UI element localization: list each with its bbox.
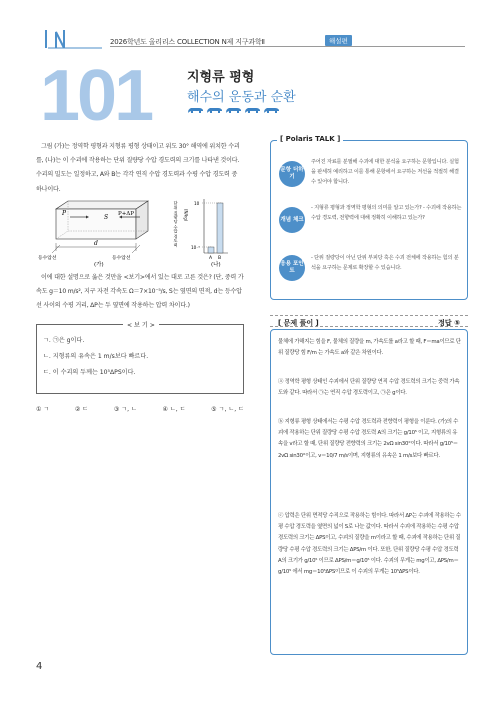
talk-text-more: 주어진 자료를 분필해 수괴에 대한 분석을 요구하는 문항입니다. 실험을 판세허 예리하고 이를 통해 문항에서 요구하는 저선을 적절히 해결 수 있어야 합니다. (311, 159, 459, 185)
choice-2[interactable]: ② ㄷ (74, 406, 89, 413)
difficulty-rating (187, 106, 280, 114)
bar-label-B: B (218, 256, 222, 261)
solution-paragraph: 물체에 가해지는 힘을 F, 물체의 질량을 m, 가속도를 a라고 할 때, F＝ma이므로 단위 질량당 힘 F/m 는 가속도 a와 같은 차원이다. (278, 339, 461, 357)
label-dP: P+ΔP (118, 211, 134, 217)
bogi-item: ㄱ. ㉠은 g이다. (43, 337, 85, 344)
talk-heading: [ Polaris TALK ] (277, 135, 343, 143)
bear-icon (225, 106, 242, 114)
solution-paragraph: ⓒ 압력은 단위 면적당 수직으로 작용하는 힘이다. 따라서 ΔP는 수괴에 작용하는 수평 수압 경도력을 옆면의 넓이 S로 나눈 값이다. 따라서 수괴에 작용하는 수평 수압 경도력의 크기는 ΔPS이고, 수괴의 질량을 m이라고 할 때, 수괴에 작용하는 단위 질량당 수평 수압 경도력의 크기는 ΔPS/m 이다. 또한, 단위 질량당 수평 수압 경도력 A의 크기가 g/10⁵ 이므로 ΔPS/m＝g/10⁵ 이다. 수괴의 무게는 mg이고, ΔPS/m＝g/10⁵ 에서 mg＝10⁵ΔPS이므로 이 수괴의 무게는 10⁵ΔPS이다. (278, 513, 461, 576)
page-number: 4 (36, 661, 43, 672)
water-mass-box (52, 201, 148, 253)
solution-heading: [ 문제 풀이 ] (278, 319, 319, 327)
bear-icon (206, 106, 223, 114)
tag-concept: 개념 체크 (279, 207, 305, 233)
tag-more: 문항 더하기 (279, 161, 305, 187)
label-P: P (62, 210, 67, 217)
polaris-talk-box (270, 135, 468, 300)
solution-paragraph: ⓐ 정역학 평형 상태인 수괴에서 단위 질량당 연직 수압 경도력의 크기는 중력 가속도와 같다. 따라서 ㉠는 연직 수압 경도력이고, ㉠은 g이다. (278, 379, 460, 397)
solution-answer: 정답 ⑤ (438, 319, 460, 327)
label-isobar-right: 등수압선 (112, 256, 131, 261)
solution-badge: 해설편 (325, 35, 352, 46)
bogi-box (36, 324, 244, 394)
label-S: S (104, 214, 109, 221)
y-tick-bottom: 10⁻⁵ (191, 245, 201, 250)
question-prompt: 이에 대한 설명으로 옳은 것만을 <보기>에서 있는 대로 고른 것은? (단, 중력 가속도 g＝10 m/s², 지구 자전 각속도 Ω＝7×10⁻⁵/s, S는 옆면의 면적, d는 등수압선 사이의 수평 거리, ΔP는 두 옆면에 작용하는 압력 차이다.) (36, 274, 244, 310)
y-axis-label: 단위 질량당 수압 경도력 (173, 201, 179, 247)
bogi-item: ㄷ. 이 수괴의 두께는 10⁵ΔPS이다. (43, 369, 136, 376)
problem-subtitle: 해수의 운동과 순환 (187, 90, 296, 105)
bogi-title: < 보 기 > (123, 320, 159, 329)
question-diagram (36, 195, 244, 267)
y-tick-top: 10 (194, 201, 200, 206)
choice-1[interactable]: ① ㄱ (36, 406, 50, 413)
bear-icon (263, 106, 280, 114)
choice-3[interactable]: ③ ㄱ, ㄴ (113, 406, 137, 413)
label-na: (나) (211, 262, 221, 267)
tag-apply: 응용 포인트 (279, 255, 305, 281)
talk-text-concept: - 지형류 평형과 정역학 평형의 의미를 알고 있는가? - 수괴에 작용하는 수압 경도력, 전향력에 대해 정확히 이해하고 있는가? (311, 205, 462, 221)
pressure-gradient-chart (173, 199, 228, 267)
solution-paragraph: ⓑ 지형류 평형 상태에서는 수평 수압 경도력과 전향력이 평형을 이룬다. (가)의 수괴에 작용하는 단위 질량당 수평 수압 경도력 A의 크기는 g/10⁵ 이고, 지형류의 유속을 v라고 할 때, 단위 질량당 전향력의 크기는 2vΩ sin30°이다. 따라서 g/10⁵＝2vΩ sin30°이고, v＝10/7 m/s이며, 지형류의 유속은 1 m/s보다 빠르다. (278, 419, 459, 459)
series-title: 2026학년도 올리리스 COLLECTION N제 지구과학Ⅱ (110, 38, 265, 46)
y-axis-unit: (N/kg) (183, 209, 189, 222)
bar-B (217, 203, 223, 253)
problem-number: 101 (40, 56, 152, 136)
bear-icon (187, 106, 204, 114)
question-intro: 그림 (가)는 정역학 평형과 지형류 평형 상태이고 위도 30° 해역에 위치한 수괴를, (나)는 이 수괴에 작용하는 단위 질량당 수압 경도력의 크기를 나타낸 것이다. 수괴의 밀도는 일정하고, A와 B는 각각 연직 수압 경도력과 수평 수압 경도력 중 하나이다. (36, 143, 240, 193)
bear-icon (244, 106, 261, 114)
talk-text-apply: - 단위 질량당이 아닌 단위 부피당 혹은 수괴 전체에 작용하는 힘의 분석을 요구하는 문제로 확장할 수 있습니다. (311, 255, 459, 271)
bogi-item: ㄴ. 지형류의 유속은 1 m/s보다 빠르다. (43, 353, 149, 360)
answer-choices (36, 404, 244, 413)
label-ga: (가) (94, 262, 104, 267)
problem-title: 지형류 평형 (187, 70, 255, 85)
bar-label-A: A (209, 256, 213, 261)
solution-section (270, 315, 468, 655)
label-isobar-left: 등수압선 (38, 256, 57, 261)
header-divider (110, 46, 465, 47)
label-d: d (94, 240, 98, 247)
solution-header (270, 315, 468, 327)
choice-5[interactable]: ⑤ ㄱ, ㄴ, ㄷ (211, 406, 244, 413)
corner-ornament (44, 28, 104, 50)
choice-4[interactable]: ④ ㄴ, ㄷ (162, 406, 186, 413)
bar-A (208, 247, 214, 253)
